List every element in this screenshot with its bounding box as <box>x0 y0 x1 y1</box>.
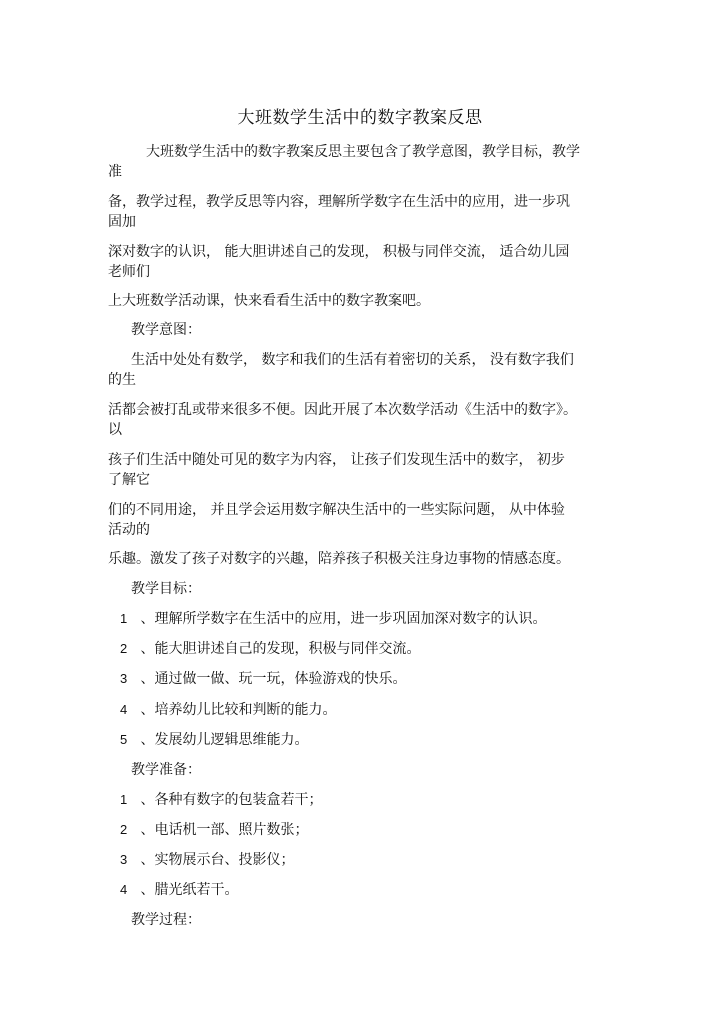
goal-number: 1 <box>120 611 128 626</box>
preparation-number: 4 <box>120 882 128 897</box>
document-title: 大班数学生活中的数字教案反思 <box>237 108 483 128</box>
goal-text: 、通过做一做、玩一玩，体验游戏的快乐。 <box>140 671 407 687</box>
intent-line: 活都会被打乱或带来很多不便。因此开展了本次数学活动《生活中的数字》。 <box>108 402 577 418</box>
preparation-text: 、各种有数字的包装盒若干； <box>140 792 323 808</box>
goal-number: 2 <box>120 641 128 656</box>
goal-item <box>120 609 546 629</box>
goal-item <box>120 669 406 689</box>
intent-heading: 教学意图： <box>131 322 201 338</box>
intent-line: 活动的 <box>108 522 150 538</box>
intent-line: 的生 <box>108 372 136 388</box>
goal-number: 5 <box>120 732 128 747</box>
goal-text: 、理解所学数字在生活中的应用，进一步巩固加深对数字的认识。 <box>140 611 547 627</box>
preparation-item <box>120 880 238 900</box>
intro-line: 准 <box>108 164 122 180</box>
intent-line: 以 <box>108 422 122 438</box>
goal-number: 4 <box>120 702 128 717</box>
goal-item <box>120 639 420 659</box>
goal-number: 3 <box>120 671 128 686</box>
intent-line: 们的不同用途， 并且学会运用数字解决生活中的一些实际问题， 从中体验 <box>108 502 565 518</box>
goal-item <box>120 700 336 720</box>
goal-item <box>120 730 308 750</box>
intro-line: 大班数学生活中的数字教案反思主要包含了教学意图，教学目标，教学 <box>146 144 580 160</box>
preparation-number: 1 <box>120 792 128 807</box>
preparation-item <box>120 850 294 870</box>
goal-text: 、发展幼儿逻辑思维能力。 <box>140 732 309 748</box>
goal-text: 、能大胆讲述自己的发现，积极与同伴交流。 <box>140 641 421 657</box>
intro-line: 备，教学过程，教学反思等内容，理解所学数字在生活中的应用，进一步巩 <box>108 194 570 210</box>
goals-heading: 教学目标： <box>131 581 201 597</box>
intro-line: 老师们 <box>108 264 150 280</box>
process-heading: 教学过程： <box>131 912 201 928</box>
preparation-text: 、实物展示台、投影仪； <box>140 852 295 868</box>
intro-line: 上大班数学活动课，快来看看生活中的数字教案吧。 <box>108 293 430 309</box>
preparation-number: 2 <box>120 822 128 837</box>
preparation-text: 、电话机一部、照片数张； <box>140 822 309 838</box>
intent-line: 乐趣。激发了孩子对数字的兴趣，陪养孩子积极关注身边事物的情感态度。 <box>108 551 570 567</box>
intent-line: 生活中处处有数学， 数字和我们的生活有着密切的关系， 没有数字我们 <box>131 352 574 368</box>
intro-line: 固加 <box>108 214 136 230</box>
preparation-item <box>120 820 308 840</box>
goal-text: 、培养幼儿比较和判断的能力。 <box>140 702 337 718</box>
preparation-number: 3 <box>120 852 128 867</box>
preparation-item <box>120 790 322 810</box>
intro-line: 深对数字的认识， 能大胆讲述自己的发现， 积极与同伴交流， 适合幼儿园 <box>108 244 570 260</box>
preparation-text: 、腊光纸若干。 <box>140 882 239 898</box>
intent-line: 孩子们生活中随处可见的数字为内容， 让孩子们发现生活中的数字， 初步 <box>108 452 565 468</box>
preparation-heading: 教学准备： <box>131 762 201 778</box>
intent-line: 了解它 <box>108 472 150 488</box>
